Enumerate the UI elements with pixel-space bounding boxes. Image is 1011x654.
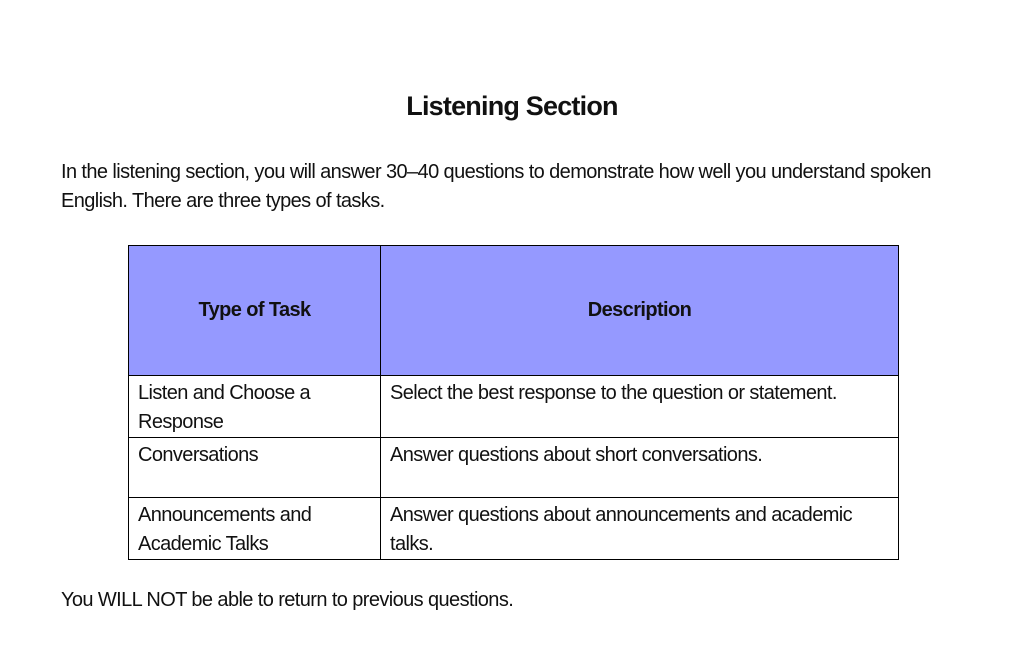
task-description-cell: Select the best response to the question or statement. bbox=[381, 376, 899, 438]
intro-paragraph: In the listening section, you will answer 30–40 questions to demonstrate how well you understand spoken English. There are three types of tasks. bbox=[61, 161, 931, 212]
column-header-description: Description bbox=[381, 246, 899, 376]
task-type-cell: Conversations bbox=[129, 438, 381, 498]
table-header-row bbox=[129, 246, 899, 376]
task-description-cell: Answer questions about announcements and academic talks. bbox=[381, 498, 899, 560]
table-row bbox=[129, 376, 899, 438]
table-row bbox=[129, 498, 899, 560]
task-description-cell: Answer questions about short conversations. bbox=[381, 438, 899, 498]
column-header-type: Type of Task bbox=[129, 246, 381, 376]
table-row bbox=[129, 438, 899, 498]
page-title: Listening Section bbox=[406, 91, 618, 121]
task-types-table bbox=[128, 245, 899, 560]
task-type-cell: Listen and Choose a Response bbox=[129, 376, 381, 438]
closing-note: You WILL NOT be able to return to previous questions. bbox=[61, 589, 514, 611]
task-type-cell: Announcements and Academic Talks bbox=[129, 498, 381, 560]
